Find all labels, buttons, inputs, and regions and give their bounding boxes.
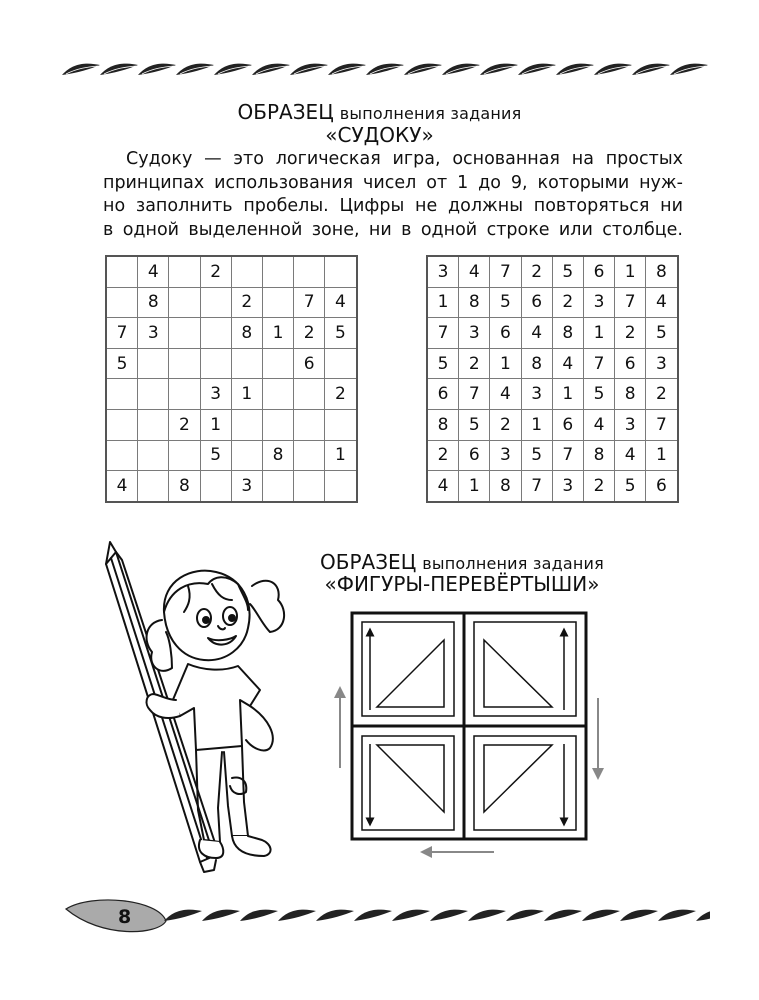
puzzle-cell [231,348,262,379]
puzzle-cell [106,440,138,471]
page-number: 8 [118,906,132,928]
puzzle-cell: 1 [325,440,357,471]
solution-cell: 7 [646,409,678,440]
solution-cell: 6 [521,287,552,318]
solution-cell: 7 [552,440,583,471]
puzzle-row [106,348,357,379]
solution-cell: 4 [583,409,614,440]
puzzle-row [106,409,357,440]
solution-cell: 6 [552,409,583,440]
solution-cell: 3 [552,471,583,502]
puzzle-cell: 3 [200,379,231,410]
sudoku-title-rest: выполнения задания [339,104,522,123]
puzzle-cell: 1 [231,379,262,410]
solution-cell: 4 [552,348,583,379]
puzzle-cell [138,471,169,502]
solution-cell: 2 [521,256,552,287]
puzzle-cell: 2 [169,409,200,440]
puzzle-cell: 7 [106,318,138,349]
sudoku-title-main: ОБРАЗЕЦ [237,100,334,124]
puzzle-cell: 5 [200,440,231,471]
puzzle-cell [138,348,169,379]
solution-cell: 5 [615,471,646,502]
puzzle-cell: 5 [325,318,357,349]
solution-cell: 5 [583,379,614,410]
solution-cell: 8 [490,471,521,502]
puzzle-cell: 4 [325,287,357,318]
solution-cell: 3 [459,318,490,349]
solution-row [427,471,678,502]
solution-cell: 6 [615,348,646,379]
puzzle-cell: 1 [200,409,231,440]
puzzle-cell [294,471,325,502]
puzzle-cell [325,471,357,502]
solution-cell: 8 [552,318,583,349]
puzzle-row [106,318,357,349]
puzzle-cell [262,409,293,440]
solution-cell: 4 [427,471,459,502]
puzzle-cell [200,287,231,318]
puzzle-cell [325,256,357,287]
sudoku-solution-grid [426,255,679,503]
solution-cell: 1 [646,440,678,471]
puzzle-cell [106,409,138,440]
description-line-3: но заполнить пробелы. Цифры не должны повторяться ни [103,196,683,216]
solution-cell: 1 [615,256,646,287]
girl-with-pencil-illustration [92,540,302,880]
solution-cell: 6 [583,256,614,287]
solution-cell: 3 [646,348,678,379]
solution-row [427,409,678,440]
solution-cell: 3 [583,287,614,318]
puzzle-cell [169,440,200,471]
solution-cell: 4 [646,287,678,318]
solution-cell: 2 [459,348,490,379]
solution-cell: 7 [490,256,521,287]
puzzle-row [106,256,357,287]
solution-row [427,440,678,471]
solution-cell: 6 [427,379,459,410]
puzzle-cell [262,256,293,287]
puzzle-cell: 8 [138,287,169,318]
puzzle-cell: 8 [262,440,293,471]
puzzle-cell [138,379,169,410]
puzzle-cell [138,440,169,471]
solution-cell: 8 [646,256,678,287]
solution-cell: 2 [552,287,583,318]
solution-cell: 3 [490,440,521,471]
solution-cell: 2 [615,318,646,349]
puzzle-cell [231,409,262,440]
solution-cell: 8 [459,287,490,318]
solution-row [427,256,678,287]
puzzle-cell: 3 [138,318,169,349]
puzzle-cell [169,287,200,318]
puzzle-cell: 7 [294,287,325,318]
solution-cell: 3 [615,409,646,440]
solution-row [427,318,678,349]
puzzle-cell [200,318,231,349]
solution-cell: 3 [521,379,552,410]
puzzle-cell [106,256,138,287]
solution-cell: 7 [427,318,459,349]
puzzle-cell: 1 [262,318,293,349]
solution-cell: 8 [583,440,614,471]
solution-cell: 4 [490,379,521,410]
puzzle-cell: 2 [200,256,231,287]
solution-cell: 3 [427,256,459,287]
solution-cell: 8 [521,348,552,379]
solution-cell: 5 [552,256,583,287]
solution-cell: 2 [583,471,614,502]
puzzle-cell [106,379,138,410]
puzzle-cell [169,318,200,349]
puzzle-cell: 2 [294,318,325,349]
solution-cell: 5 [427,348,459,379]
puzzle-cell: 8 [169,471,200,502]
solution-cell: 5 [646,318,678,349]
solution-cell: 6 [459,440,490,471]
puzzle-cell [325,348,357,379]
solution-cell: 2 [490,409,521,440]
puzzle-cell [294,409,325,440]
page-number-leaf [66,900,166,932]
description-line-1: Судоку — это логическая игра, основанная на простых [126,149,683,169]
sudoku-title [0,101,759,125]
puzzle-cell [231,256,262,287]
puzzle-cell: 5 [106,348,138,379]
figures-flip-diagram [330,608,610,858]
sudoku-puzzle-grid [105,255,358,503]
puzzle-cell [262,348,293,379]
solution-cell: 8 [615,379,646,410]
puzzle-cell [262,287,293,318]
puzzle-cell [262,379,293,410]
solution-cell: 5 [490,287,521,318]
solution-cell: 7 [459,379,490,410]
solution-cell: 1 [521,409,552,440]
puzzle-cell [200,348,231,379]
solution-cell: 1 [490,348,521,379]
puzzle-row [106,440,357,471]
sudoku-title-name: «СУДОКУ» [325,123,434,147]
solution-cell: 1 [427,287,459,318]
puzzle-cell [294,440,325,471]
puzzle-cell [325,409,357,440]
sudoku-description [103,148,683,242]
solution-cell: 2 [427,440,459,471]
solution-cell: 6 [490,318,521,349]
puzzle-cell [231,440,262,471]
solution-cell: 7 [615,287,646,318]
solution-cell: 7 [583,348,614,379]
puzzle-cell [169,379,200,410]
solution-cell: 1 [552,379,583,410]
solution-row [427,379,678,410]
puzzle-cell [138,409,169,440]
puzzle-cell: 3 [231,471,262,502]
puzzle-cell: 2 [231,287,262,318]
puzzle-cell [169,348,200,379]
puzzle-cell [294,256,325,287]
puzzle-cell [200,471,231,502]
solution-cell: 1 [459,471,490,502]
solution-cell: 4 [615,440,646,471]
solution-cell: 7 [521,471,552,502]
solution-cell: 6 [646,471,678,502]
puzzle-cell: 2 [325,379,357,410]
puzzle-cell [106,287,138,318]
description-line-2: принципах использования чисел от 1 до 9, которыми нуж- [103,172,683,193]
solution-cell: 4 [459,256,490,287]
solution-cell: 1 [583,318,614,349]
puzzle-cell: 4 [138,256,169,287]
bottom-leaf-border [62,895,710,940]
solution-cell: 5 [459,409,490,440]
puzzle-cell [262,471,293,502]
description-line-4: в одной выделенной зоне, ни в одной строке или столбце. [103,219,683,240]
figures-title-main: ОБРАЗЕЦ [320,550,417,574]
puzzle-cell: 4 [106,471,138,502]
puzzle-cell [169,256,200,287]
solution-cell: 5 [521,440,552,471]
solution-cell: 8 [427,409,459,440]
solution-row [427,287,678,318]
puzzle-cell: 8 [231,318,262,349]
puzzle-row [106,471,357,502]
puzzle-row [106,287,357,318]
puzzle-cell: 6 [294,348,325,379]
top-leaf-border [60,59,710,81]
solution-row [427,348,678,379]
figures-title-name: «ФИГУРЫ-ПЕРЕВЁРТЫШИ» [324,572,600,596]
puzzle-row [106,379,357,410]
figures-title-rest: выполнения задания [422,554,604,573]
solution-cell: 4 [521,318,552,349]
solution-cell: 2 [646,379,678,410]
puzzle-cell [294,379,325,410]
